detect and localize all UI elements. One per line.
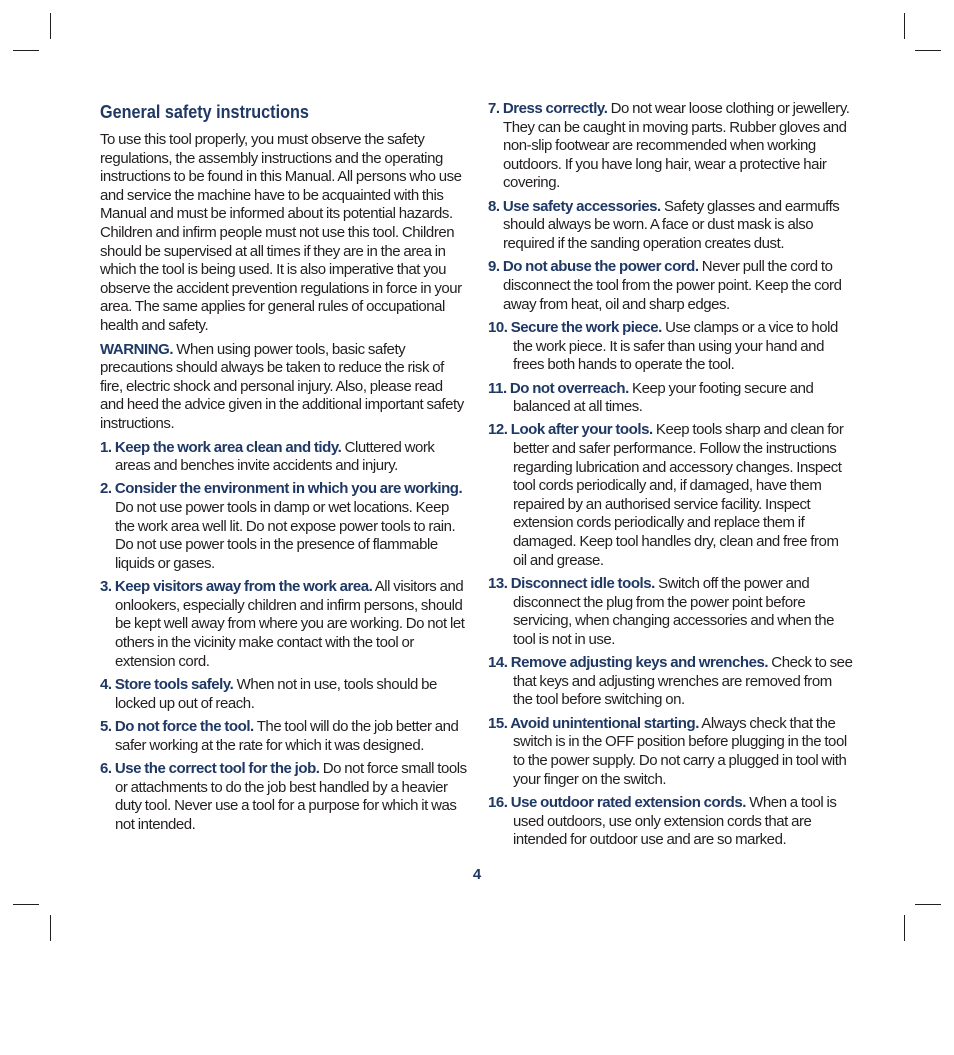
instruction-heading [100,760,320,777]
instruction-heading-text: Look after your tools. [510,421,653,439]
crop-mark [13,904,39,905]
instruction-heading [100,718,254,735]
instruction-heading [488,421,653,438]
instruction-heading-text: Keep visitors away from the work area. [114,578,373,596]
left-column [100,100,468,839]
instruction-item [488,421,854,570]
instruction-heading [100,439,341,456]
instruction-item [488,715,854,789]
instruction-heading [488,654,768,671]
left-instruction-list [100,439,468,835]
instruction-number: 13. [488,575,508,593]
instruction-heading [100,676,233,693]
instruction-item [488,654,854,710]
instruction-number: 3. [100,578,112,596]
instruction-item [488,794,854,850]
instruction-heading-text: Use outdoor rated extension cords. [510,793,746,811]
instruction-item [488,258,854,314]
instruction-body: When a tool is used outdoors, use only extension cords that are intended for outdoor use and are so marked. [513,793,837,849]
page-title: General safety instructions [100,102,309,122]
instruction-heading-text: Do not force the tool. [114,718,254,735]
instruction-number: 8. [488,197,500,215]
instruction-body: Use clamps or a vice to hold the work piece. It is safer than using your hand and frees both hands to operate the tool. [513,318,838,374]
instruction-heading-text: Remove adjusting keys and wrenches. [510,654,769,672]
instruction-number: 6. [100,759,112,777]
intro-paragraph: To use this tool properly, you must observe the safety regulations, the assembly instructions and the operating instructions to be found in this Manual. All persons who use and service the machine have to be acquainted with this Manual and must be informed about its potential hazards. Children and infirm people must not use this tool. Children should be supervised at all times if they are in the area in which the tool is being used. It is also imperative that you observe the accident prevention regulations in force in your area. The same applies for general rules of occupational health and safety. [100,131,462,334]
instruction-body: Keep tools sharp and clean for better and safer performance. Follow the instructions regarding lubrication and accessory changes. Inspect tool cords periodically and, if damaged, have them repaired by an authorised service facility. Inspect extension cords periodically and replace them if damaged. Keep tool handles dry, clean and free from oil and grease. [513,421,844,569]
instruction-heading [488,794,746,811]
instruction-heading-text: Disconnect idle tools. [510,575,655,593]
crop-mark [50,915,51,941]
instruction-body: Always check that the switch is in the OFF position before plugging in the tool to the power supply. Do not carry a plugged in tool with your finger on the switch. [513,714,847,788]
instruction-item [100,480,468,573]
instruction-item [488,575,854,649]
instruction-number: 12. [488,421,508,439]
instruction-heading [488,380,629,397]
instruction-body: Check to see that keys and adjusting wrenches are removed from the tool before switching on. [513,654,853,709]
page-number: 4 [472,866,482,883]
instruction-number: 2. [100,480,112,498]
instruction-heading [488,715,699,732]
instruction-heading [100,578,372,595]
crop-mark [13,50,39,51]
instruction-number: 11. [488,379,507,397]
instruction-body: Do not wear loose clothing or jewellery. They can be caught in moving parts. Rubber gloves and non-slip footwear are recommended when working outdoors. If you have long hair, wear a protective hair covering. [503,100,850,192]
right-instruction-list [488,100,854,850]
instruction-body: Do not use power tools in damp or wet locations. Keep the work area well lit. Do not expose power tools to rain. Do not use power tools in the presence of flammable liquids or gases. [115,499,456,572]
instruction-heading-text: Use the correct tool for the job. [114,759,320,777]
instruction-heading-text: Avoid unintentional starting. [510,714,699,732]
instruction-heading [488,198,661,215]
warning-text: When using power tools, basic safety precautions should always be taken to reduce the risk of fire, electric shock and personal injury. Also, please read and heed the advice given in the additional important safety instructions. [100,340,464,432]
instruction-body: All visitors and onlookers, especially children and infirm persons, should be kept well away from where you are working. Do not let others in the vicinity make contact with the tool or extension cord. [115,578,465,670]
instruction-item [100,760,468,834]
instruction-body: Do not force small tools or attachments to do the job best handled by a heavier duty tool. Never use a tool for a purpose for which it was not intended. [115,759,467,833]
right-column [488,100,854,855]
instruction-heading [100,480,462,497]
instruction-number: 1. [100,438,112,456]
instruction-item [488,319,854,375]
crop-mark [904,13,905,39]
instruction-heading [488,100,607,117]
crop-mark [904,915,905,941]
instruction-body: The tool will do the job better and safer working at the rate for which it was designed. [115,718,459,754]
instruction-number: 15. [488,714,508,732]
instruction-number: 10. [488,318,508,336]
instruction-heading-text: Keep the work area clean and tidy. [114,438,342,456]
crop-mark [915,50,941,51]
instruction-heading-text: Dress correctly. [502,100,608,117]
instruction-number: 14. [488,654,508,672]
instruction-heading [488,258,699,275]
instruction-heading-text: Consider the environment in which you are working. [114,480,463,498]
crop-mark [915,904,941,905]
instruction-body: Keep your footing secure and balanced at all times. [513,379,814,416]
instruction-body: Never pull the cord to disconnect the tool from the power point. Keep the cord away from heat, oil and sharp edges. [503,258,842,313]
instruction-number: 4. [100,676,112,694]
instruction-body: Cluttered work areas and benches invite accidents and injury. [115,438,435,475]
instruction-item [100,439,468,476]
instruction-heading [488,575,655,592]
instruction-item [488,198,854,254]
instruction-heading-text: Use safety accessories. [502,197,661,215]
instruction-number: 7. [488,100,500,117]
instruction-body: Safety glasses and earmuffs should always be worn. A face or dust mask is also required if the sanding operation creates dust. [503,197,840,252]
instruction-item [488,380,854,417]
instruction-number: 9. [488,258,500,276]
instruction-heading [488,319,662,336]
instruction-number: 5. [100,718,112,735]
instruction-body: Switch off the power and disconnect the plug from the power point before servicing, when changing accessories and when the tool is not in use. [513,575,834,648]
instruction-item [100,578,468,671]
instruction-item [488,100,854,193]
warning-label: WARNING. [100,340,174,358]
instruction-item [100,676,468,713]
instruction-heading-text: Secure the work piece. [510,318,662,336]
instruction-heading-text: Do not overreach. [509,379,629,397]
instruction-heading-text: Store tools safely. [114,676,234,694]
instruction-heading-text: Do not abuse the power cord. [502,258,699,276]
warning-paragraph [100,341,468,434]
crop-mark [50,13,51,39]
instruction-body: When not in use, tools should be locked up out of reach. [115,676,437,712]
instruction-item [100,718,468,755]
instruction-number: 16. [488,793,508,811]
